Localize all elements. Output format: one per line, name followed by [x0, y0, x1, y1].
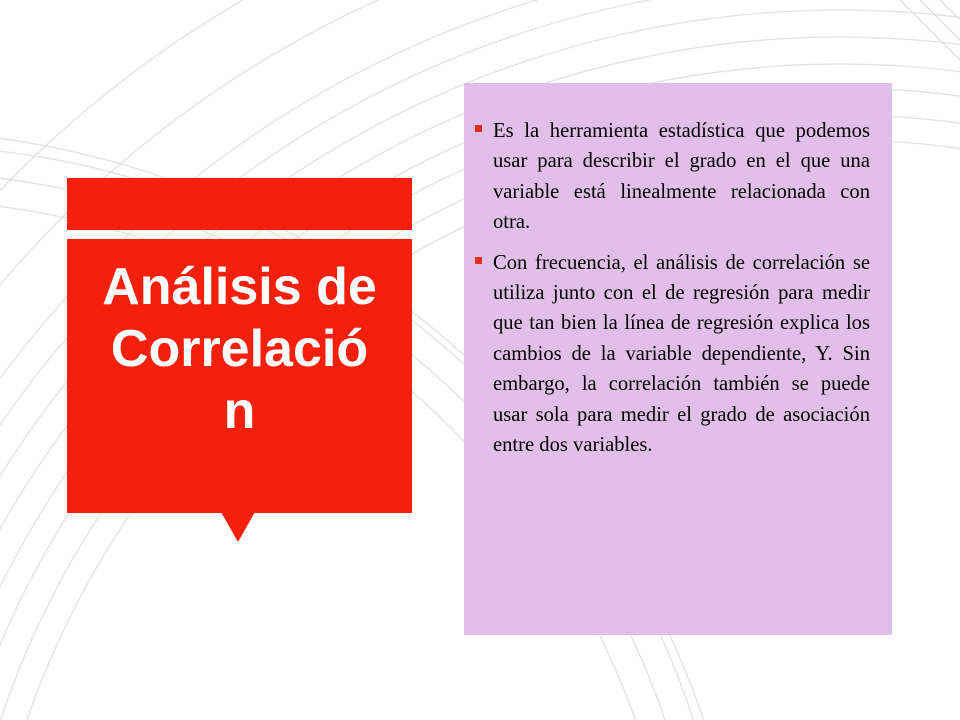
square-bullet-icon: [475, 257, 482, 264]
content-panel: [464, 83, 892, 635]
bullet-list: [475, 116, 870, 470]
title-callout-box: [67, 239, 412, 513]
square-bullet-icon: [475, 125, 482, 132]
bullet-text: Con frecuencia, el análisis de correlación se utiliza junto con el de regresión para medir que tan bien la línea de regresión explica los cambios de la variable dependiente, Y. Sin embargo, la correlación también se puede usar sola para medir el grado de asociación entre dos variables.: [493, 251, 870, 457]
bullet-text: Es la herramienta estadística que podemos usar para describir el grado en el que una variable está linealmente relacionada con otra.: [493, 120, 870, 234]
callout-pointer: [221, 512, 255, 542]
title-accent-bar: [67, 178, 412, 230]
slide-title: Análisis de Correlación: [102, 258, 377, 440]
bullet-item: [475, 248, 870, 461]
bullet-item: [475, 116, 870, 238]
